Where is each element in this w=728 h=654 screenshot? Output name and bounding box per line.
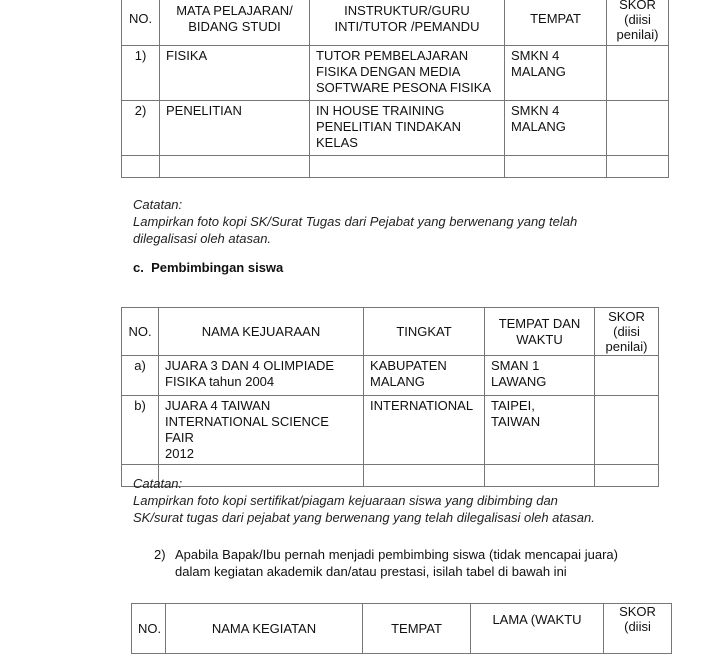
- cell-level: INTERNATIONAL: [364, 396, 485, 465]
- cell-score: [595, 396, 659, 465]
- empty-cell: [607, 156, 669, 178]
- note-competition: [133, 475, 713, 526]
- header-instructor: INSTRUKTUR/GURU INTI/TUTOR /PEMANDU: [310, 0, 505, 46]
- cell-no: b): [122, 396, 159, 465]
- cell-name: JUARA 3 DAN 4 OLIMPIADE FISIKA tahun 2004: [159, 356, 364, 396]
- table-row: [122, 356, 659, 396]
- note-label: Catatan:: [133, 197, 183, 212]
- table-row: [122, 396, 659, 465]
- table-header-row: [122, 0, 669, 46]
- table-row: [122, 101, 669, 156]
- header-duration: LAMA (WAKTU: [471, 604, 604, 654]
- table-row-empty: [122, 156, 669, 178]
- competition-table: [121, 307, 659, 487]
- cell-instructor: IN HOUSE TRAINING PENELITIAN TINDAKAN KELAS: [310, 101, 505, 156]
- cell-place: SMKN 4 MALANG: [505, 101, 607, 156]
- header-no: NO.: [122, 0, 160, 46]
- header-score: SKOR (diisi penilai): [595, 308, 659, 356]
- cell-place: SMAN 1 LAWANG: [485, 356, 595, 396]
- table-row: [122, 46, 669, 101]
- cell-score: [595, 356, 659, 396]
- cell-place: TAIPEI, TAIWAN: [485, 396, 595, 465]
- header-score: SKOR (diisi: [604, 604, 672, 654]
- cell-no: 1): [122, 46, 160, 101]
- note-training: [133, 196, 693, 247]
- table-header-row: [122, 308, 659, 356]
- header-name: NAMA KEGIATAN: [166, 604, 363, 654]
- header-place: TEMPAT DAN WAKTU: [485, 308, 595, 356]
- header-name: NAMA KEJUARAAN: [159, 308, 364, 356]
- cell-no: a): [122, 356, 159, 396]
- cell-level: KABUPATEN MALANG: [364, 356, 485, 396]
- empty-cell: [310, 156, 505, 178]
- cell-subject: FISIKA: [160, 46, 310, 101]
- header-score: SKOR (diisi penilai): [607, 0, 669, 46]
- header-subject: MATA PELAJARAN/ BIDANG STUDI: [160, 0, 310, 46]
- table-header-row: [132, 604, 672, 654]
- activity-table: [131, 603, 672, 654]
- cell-score: [607, 101, 669, 156]
- cell-place: SMKN 4 MALANG: [505, 46, 607, 101]
- cell-name: JUARA 4 TAIWAN INTERNATIONAL SCIENCE FAIR 2012: [159, 396, 364, 465]
- cell-instructor: TUTOR PEMBELAJARAN FISIKA DENGAN MEDIA SOFTWARE PESONA FISIKA: [310, 46, 505, 101]
- header-place: TEMPAT: [505, 0, 607, 46]
- header-no: NO.: [132, 604, 166, 654]
- training-table: [121, 0, 669, 178]
- paragraph-non-winner: [154, 546, 618, 580]
- header-level: TINGKAT: [364, 308, 485, 356]
- note-text: Lampirkan foto kopi SK/Surat Tugas dari Pejabat yang berwenang yang telah dilegalisasi oleh atasan.: [133, 214, 578, 246]
- empty-cell: [505, 156, 607, 178]
- section-title: c. Pembimbingan siswa: [133, 260, 284, 275]
- note-text: Lampirkan foto kopi sertifikat/piagam kejuaraan siswa yang dibimbing dan SK/surat tugas dari pejabat yang berwenang yang telah dilegalisasi oleh atasan.: [133, 493, 595, 525]
- header-no: NO.: [122, 308, 159, 356]
- cell-score: [607, 46, 669, 101]
- cell-no: 2): [122, 101, 160, 156]
- paragraph-number: 2): [154, 547, 166, 562]
- header-place: TEMPAT: [363, 604, 471, 654]
- empty-cell: [160, 156, 310, 178]
- cell-subject: PENELITIAN: [160, 101, 310, 156]
- paragraph-text: Apabila Bapak/Ibu pernah menjadi pembimbing siswa (tidak mencapai juara) dalam kegiatan akademik dan/atau prestasi, isilah tabel di bawah ini: [175, 547, 618, 579]
- note-label: Catatan:: [133, 476, 183, 491]
- empty-cell: [122, 156, 160, 178]
